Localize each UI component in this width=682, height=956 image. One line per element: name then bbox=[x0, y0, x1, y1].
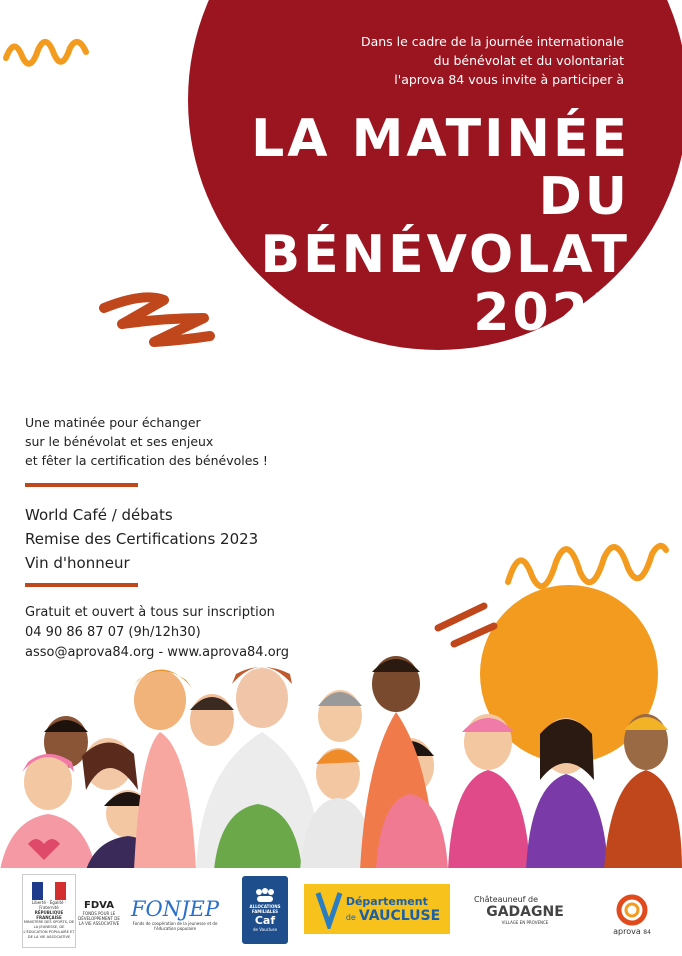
description-line-1: Une matinée pour échanger bbox=[25, 415, 201, 430]
phone-number: 04 90 86 87 07 (9h/12h30) bbox=[25, 625, 201, 640]
logo-aprova-number: 84 bbox=[643, 928, 651, 936]
logo-republique bbox=[22, 874, 76, 948]
marianne-icon bbox=[32, 882, 66, 900]
logo-caf-title: Caf bbox=[254, 914, 276, 927]
intro-line-3: l'aprova 84 vous invite à participer à bbox=[394, 72, 624, 87]
logo-vaucluse bbox=[304, 884, 450, 934]
logo-fdva bbox=[76, 888, 122, 938]
title-line-3: BÉNÉVOLAT bbox=[260, 225, 630, 285]
title-line-2: DU bbox=[538, 167, 630, 227]
intro-line-2: du bénévolat et du volontariat bbox=[433, 53, 624, 68]
title-divider bbox=[512, 358, 630, 362]
logo-republique-name: RÉPUBLIQUE FRANÇAISE bbox=[34, 910, 64, 920]
logo-chateauneuf-top: Châteauneuf de bbox=[474, 895, 539, 904]
logo-chateauneuf-title: GADAGNE bbox=[486, 904, 564, 920]
logo-aprova-name: aprova bbox=[613, 926, 641, 936]
page-title bbox=[230, 110, 630, 342]
intro-text bbox=[324, 32, 624, 89]
squiggle-orange-right bbox=[500, 532, 670, 602]
logo-caf-subtitle: de Vaucluse bbox=[252, 927, 278, 932]
divider-1 bbox=[25, 483, 138, 487]
logo-republique-ministry: MINISTÈRE DES SPORTS, DE LA JEUNESSE, DE L'ÉDUCATION POPULAIRE ET DE LA VIE ASSOCIATIVE bbox=[23, 920, 75, 939]
description-line-3: et fêter la certification des bénévoles ! bbox=[25, 453, 268, 468]
event-venue: SALLE DES FETES PARC DE L'ARBOUSIÈRE bbox=[327, 408, 632, 423]
event-date: MARDI 05 DÉCEMBRE 2023 - 9H/14H bbox=[367, 383, 632, 398]
email-website: asso@aprova84.org - www.aprova84.org bbox=[25, 645, 290, 660]
logo-fdva-subtitle: FONDS POUR LE DÉVELOPPEMENT DE LA VIE ASSOCIATIVE bbox=[78, 911, 120, 926]
logo-aprova bbox=[604, 886, 660, 942]
title-line-4: 2023 bbox=[473, 283, 630, 343]
logo-fonjep-title: FONJEP bbox=[130, 897, 220, 921]
program-item: World Café / débats bbox=[25, 506, 173, 524]
intro-line-1: Dans le cadre de la journée internationale bbox=[360, 34, 624, 49]
event-details bbox=[232, 378, 632, 453]
event-city: 84470 CHATEAUNEUF-DE-GADAGNE bbox=[373, 433, 632, 448]
sponsor-logos bbox=[0, 868, 682, 956]
caf-family-icon bbox=[254, 888, 276, 904]
program-item: Vin d'honneur bbox=[25, 554, 130, 572]
aprova-ring-icon bbox=[615, 893, 649, 927]
program-list bbox=[25, 503, 258, 575]
zigzag-rust bbox=[94, 290, 224, 370]
vaucluse-v-icon bbox=[314, 889, 344, 929]
logo-vaucluse-top: Département bbox=[345, 894, 428, 908]
crowd-illustration bbox=[0, 650, 682, 870]
logo-caf-top: ALLOCATIONS FAMILIALES bbox=[249, 904, 281, 914]
logo-chateauneuf bbox=[466, 886, 584, 934]
description bbox=[25, 413, 268, 470]
logo-republique-motto: Liberté · Égalité · Fraternité bbox=[31, 900, 67, 910]
logo-fonjep bbox=[122, 890, 228, 938]
title-line-1: LA MATINÉE bbox=[251, 109, 630, 169]
swoosh-rust bbox=[432, 598, 502, 648]
description-line-2: sur le bénévolat et ses enjeux bbox=[25, 434, 214, 449]
logo-vaucluse-name: VAUCLUSE bbox=[358, 907, 441, 924]
program-item: Remise des Certifications 2023 bbox=[25, 530, 259, 548]
squiggle-orange-top-left bbox=[0, 30, 92, 70]
logo-vaucluse-de: de bbox=[345, 912, 356, 922]
divider-2 bbox=[25, 583, 138, 587]
logo-caf bbox=[242, 876, 288, 944]
registration-note: Gratuit et ouvert à tous sur inscription bbox=[25, 605, 275, 620]
logo-chateauneuf-subtitle: VILLAGE EN PROVENCE bbox=[501, 920, 549, 925]
logo-fonjep-subtitle: Fonds de coopération de la jeunesse et de l'éducation populaire bbox=[132, 921, 218, 931]
logo-fdva-title: FDVA bbox=[84, 900, 114, 911]
